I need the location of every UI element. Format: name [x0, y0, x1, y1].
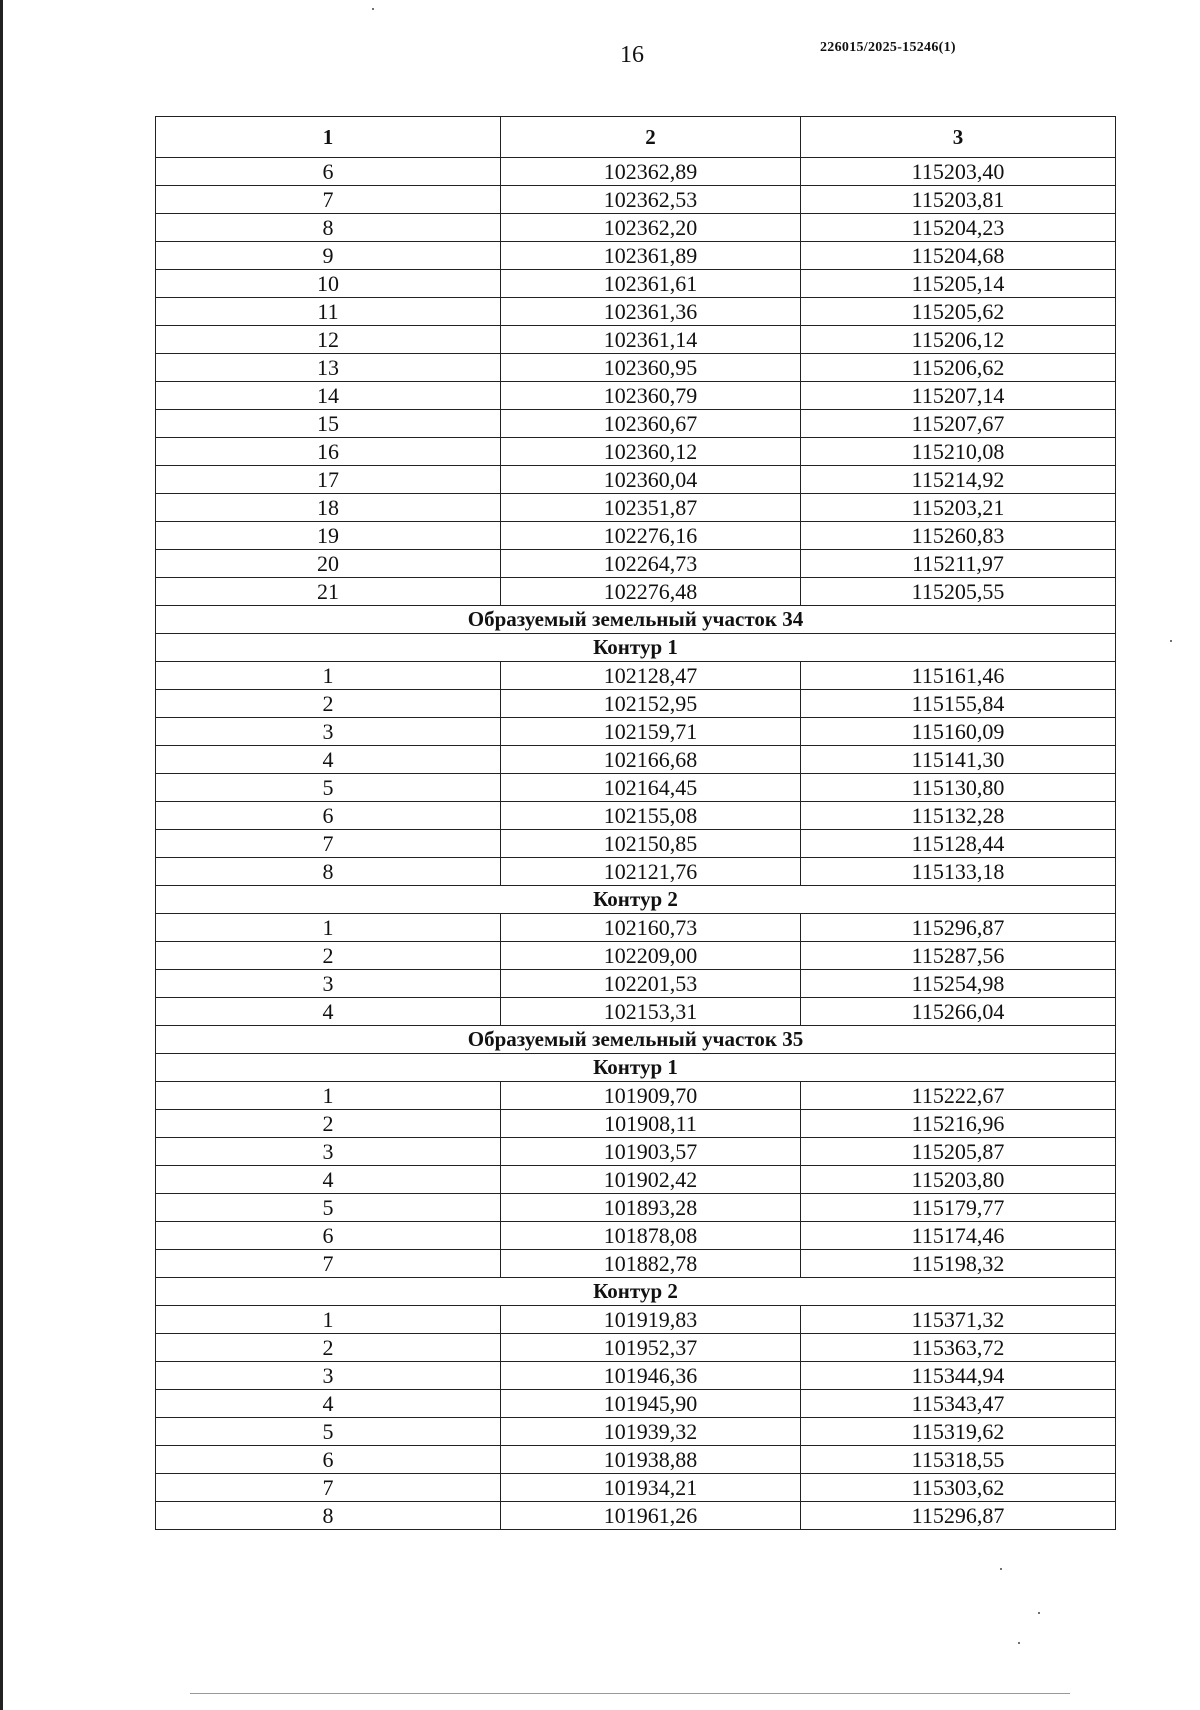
table-row: [156, 1474, 1116, 1502]
coordinate-y: 115133,18: [801, 858, 1116, 886]
table-row: [156, 158, 1116, 186]
coordinate-y: 115296,87: [801, 1502, 1116, 1530]
section-row: [156, 886, 1116, 914]
coordinate-x: 101908,11: [501, 1110, 801, 1138]
coordinate-y: 115303,62: [801, 1474, 1116, 1502]
point-number: 14: [156, 382, 501, 410]
table-row: [156, 1222, 1116, 1250]
point-number: 7: [156, 1250, 501, 1278]
coordinate-y: 115205,62: [801, 298, 1116, 326]
table-row: [156, 270, 1116, 298]
table-row: [156, 746, 1116, 774]
point-number: 5: [156, 1194, 501, 1222]
coordinate-x: 101961,26: [501, 1502, 801, 1530]
point-number: 1: [156, 662, 501, 690]
point-number: 4: [156, 998, 501, 1026]
point-number: 11: [156, 298, 501, 326]
coordinate-y: 115222,67: [801, 1082, 1116, 1110]
coordinate-y: 115205,87: [801, 1138, 1116, 1166]
coordinate-x: 101952,37: [501, 1334, 801, 1362]
coordinate-y: 115296,87: [801, 914, 1116, 942]
table-row: [156, 550, 1116, 578]
table-row: [156, 326, 1116, 354]
point-number: 6: [156, 802, 501, 830]
point-number: 4: [156, 1390, 501, 1418]
point-number: 8: [156, 214, 501, 242]
table-header-row: [156, 117, 1116, 158]
point-number: 17: [156, 466, 501, 494]
point-number: 7: [156, 830, 501, 858]
coordinate-x: 102166,68: [501, 746, 801, 774]
point-number: 8: [156, 1502, 501, 1530]
coordinate-y: 115204,23: [801, 214, 1116, 242]
coordinate-y: 115141,30: [801, 746, 1116, 774]
coordinate-x: 102121,76: [501, 858, 801, 886]
coordinate-x: 101909,70: [501, 1082, 801, 1110]
point-number: 4: [156, 1166, 501, 1194]
table-row: [156, 1138, 1116, 1166]
point-number: 1: [156, 1082, 501, 1110]
table-row: [156, 242, 1116, 270]
coordinate-y: 115216,96: [801, 1110, 1116, 1138]
section-row: [156, 1026, 1116, 1054]
table-row: [156, 998, 1116, 1026]
coordinate-x: 101938,88: [501, 1446, 801, 1474]
scan-bottom-line: [190, 1693, 1070, 1694]
coordinate-y: 115287,56: [801, 942, 1116, 970]
section-row: [156, 634, 1116, 662]
table-row: [156, 1250, 1116, 1278]
coordinate-y: 115205,14: [801, 270, 1116, 298]
table-row: [156, 438, 1116, 466]
point-number: 7: [156, 186, 501, 214]
page-number: 16: [620, 42, 644, 68]
table-row: [156, 1194, 1116, 1222]
table-row: [156, 382, 1116, 410]
table-body: [156, 158, 1116, 1530]
table-row: [156, 774, 1116, 802]
coordinate-x: 102276,16: [501, 522, 801, 550]
point-number: 2: [156, 1110, 501, 1138]
point-number: 12: [156, 326, 501, 354]
column-header: 3: [801, 117, 1116, 158]
table-row: [156, 214, 1116, 242]
point-number: 21: [156, 578, 501, 606]
point-number: 7: [156, 1474, 501, 1502]
coordinate-x: 102159,71: [501, 718, 801, 746]
coordinate-y: 115132,28: [801, 802, 1116, 830]
table-row: [156, 1334, 1116, 1362]
coordinate-y: 115207,67: [801, 410, 1116, 438]
coordinate-y: 115204,68: [801, 242, 1116, 270]
point-number: 16: [156, 438, 501, 466]
point-number: 19: [156, 522, 501, 550]
table-row: [156, 1362, 1116, 1390]
coordinate-y: 115128,44: [801, 830, 1116, 858]
coordinate-x: 102351,87: [501, 494, 801, 522]
coordinate-x: 102164,45: [501, 774, 801, 802]
point-number: 10: [156, 270, 501, 298]
table-row: [156, 1502, 1116, 1530]
scan-speck: [1170, 640, 1172, 642]
coordinate-x: 101878,08: [501, 1222, 801, 1250]
coordinate-x: 101893,28: [501, 1194, 801, 1222]
coordinate-y: 115266,04: [801, 998, 1116, 1026]
table-row: [156, 1166, 1116, 1194]
coordinate-y: 115214,92: [801, 466, 1116, 494]
table-row: [156, 690, 1116, 718]
section-row: [156, 1054, 1116, 1082]
table-row: [156, 1418, 1116, 1446]
coordinate-y: 115203,80: [801, 1166, 1116, 1194]
coordinate-x: 102361,61: [501, 270, 801, 298]
point-number: 18: [156, 494, 501, 522]
coordinate-y: 115206,62: [801, 354, 1116, 382]
coordinate-y: 115203,21: [801, 494, 1116, 522]
column-header: 1: [156, 117, 501, 158]
coordinate-y: 115260,83: [801, 522, 1116, 550]
point-number: 4: [156, 746, 501, 774]
coordinate-x: 102153,31: [501, 998, 801, 1026]
section-row: [156, 606, 1116, 634]
table-row: [156, 1446, 1116, 1474]
table-row: [156, 970, 1116, 998]
point-number: 5: [156, 1418, 501, 1446]
coordinate-y: 115179,77: [801, 1194, 1116, 1222]
table-row: [156, 298, 1116, 326]
coordinate-y: 115210,08: [801, 438, 1116, 466]
coordinate-y: 115211,97: [801, 550, 1116, 578]
coordinate-x: 101946,36: [501, 1362, 801, 1390]
coordinate-y: 115254,98: [801, 970, 1116, 998]
table-row: [156, 186, 1116, 214]
table-row: [156, 942, 1116, 970]
coordinate-y: 115343,47: [801, 1390, 1116, 1418]
point-number: 3: [156, 1362, 501, 1390]
coordinate-x: 101945,90: [501, 1390, 801, 1418]
point-number: 2: [156, 1334, 501, 1362]
table-row: [156, 354, 1116, 382]
point-number: 15: [156, 410, 501, 438]
table-row: [156, 1306, 1116, 1334]
point-number: 20: [156, 550, 501, 578]
table-row: [156, 662, 1116, 690]
coordinate-x: 102264,73: [501, 550, 801, 578]
column-header: 2: [501, 117, 801, 158]
coordinate-y: 115160,09: [801, 718, 1116, 746]
table-row: [156, 494, 1116, 522]
section-title: Контур 2: [156, 1278, 1116, 1306]
coordinate-y: 115371,32: [801, 1306, 1116, 1334]
coordinate-x: 102361,89: [501, 242, 801, 270]
coordinate-y: 115203,81: [801, 186, 1116, 214]
section-title: Образуемый земельный участок 35: [156, 1026, 1116, 1054]
coordinate-x: 102128,47: [501, 662, 801, 690]
coordinate-x: 102360,04: [501, 466, 801, 494]
table-row: [156, 718, 1116, 746]
section-title: Контур 1: [156, 1054, 1116, 1082]
point-number: 13: [156, 354, 501, 382]
point-number: 1: [156, 914, 501, 942]
coordinate-x: 102362,20: [501, 214, 801, 242]
coordinate-x: 101903,57: [501, 1138, 801, 1166]
point-number: 2: [156, 942, 501, 970]
document-id: 226015/2025-15246(1): [820, 40, 956, 55]
table-row: [156, 1390, 1116, 1418]
coordinate-y: 115161,46: [801, 662, 1116, 690]
coordinate-x: 101934,21: [501, 1474, 801, 1502]
table-row: [156, 1082, 1116, 1110]
coordinate-x: 101919,83: [501, 1306, 801, 1334]
coordinate-x: 101882,78: [501, 1250, 801, 1278]
coordinate-y: 115206,12: [801, 326, 1116, 354]
coordinate-x: 102361,14: [501, 326, 801, 354]
table-row: [156, 578, 1116, 606]
coordinate-x: 102160,73: [501, 914, 801, 942]
section-title: Контур 1: [156, 634, 1116, 662]
coordinate-x: 102362,89: [501, 158, 801, 186]
section-title: Контур 2: [156, 886, 1116, 914]
coordinate-y: 115203,40: [801, 158, 1116, 186]
coordinate-y: 115155,84: [801, 690, 1116, 718]
coordinate-y: 115344,94: [801, 1362, 1116, 1390]
coordinate-x: 102276,48: [501, 578, 801, 606]
point-number: 6: [156, 1446, 501, 1474]
coordinate-y: 115205,55: [801, 578, 1116, 606]
coordinate-y: 115130,80: [801, 774, 1116, 802]
point-number: 5: [156, 774, 501, 802]
coordinates-table: [155, 116, 1116, 1530]
coordinate-x: 102360,95: [501, 354, 801, 382]
table-row: [156, 410, 1116, 438]
coordinate-x: 102150,85: [501, 830, 801, 858]
scan-speck: [1038, 1612, 1040, 1614]
coordinate-y: 115319,62: [801, 1418, 1116, 1446]
coordinate-x: 102201,53: [501, 970, 801, 998]
table-row: [156, 858, 1116, 886]
coordinate-x: 102152,95: [501, 690, 801, 718]
coordinate-x: 102362,53: [501, 186, 801, 214]
table-row: [156, 466, 1116, 494]
table-row: [156, 1110, 1116, 1138]
coordinate-x: 102155,08: [501, 802, 801, 830]
scan-speck: [372, 8, 374, 10]
coordinate-y: 115174,46: [801, 1222, 1116, 1250]
coordinate-x: 101902,42: [501, 1166, 801, 1194]
table-row: [156, 830, 1116, 858]
coordinate-y: 115318,55: [801, 1446, 1116, 1474]
point-number: 3: [156, 970, 501, 998]
scan-left-edge: [0, 0, 3, 1710]
coordinate-y: 115207,14: [801, 382, 1116, 410]
point-number: 9: [156, 242, 501, 270]
coordinate-x: 102209,00: [501, 942, 801, 970]
point-number: 6: [156, 158, 501, 186]
coordinate-x: 102360,67: [501, 410, 801, 438]
coordinate-y: 115363,72: [801, 1334, 1116, 1362]
coordinate-x: 101939,32: [501, 1418, 801, 1446]
point-number: 2: [156, 690, 501, 718]
coordinate-x: 102360,12: [501, 438, 801, 466]
point-number: 1: [156, 1306, 501, 1334]
point-number: 3: [156, 718, 501, 746]
point-number: 6: [156, 1222, 501, 1250]
table-row: [156, 802, 1116, 830]
point-number: 3: [156, 1138, 501, 1166]
scan-speck: [1018, 1642, 1020, 1644]
table-row: [156, 914, 1116, 942]
coordinate-x: 102360,79: [501, 382, 801, 410]
table-row: [156, 522, 1116, 550]
coordinate-x: 102361,36: [501, 298, 801, 326]
scan-speck: [1000, 1568, 1002, 1570]
coordinate-y: 115198,32: [801, 1250, 1116, 1278]
point-number: 8: [156, 858, 501, 886]
section-row: [156, 1278, 1116, 1306]
section-title: Образуемый земельный участок 34: [156, 606, 1116, 634]
